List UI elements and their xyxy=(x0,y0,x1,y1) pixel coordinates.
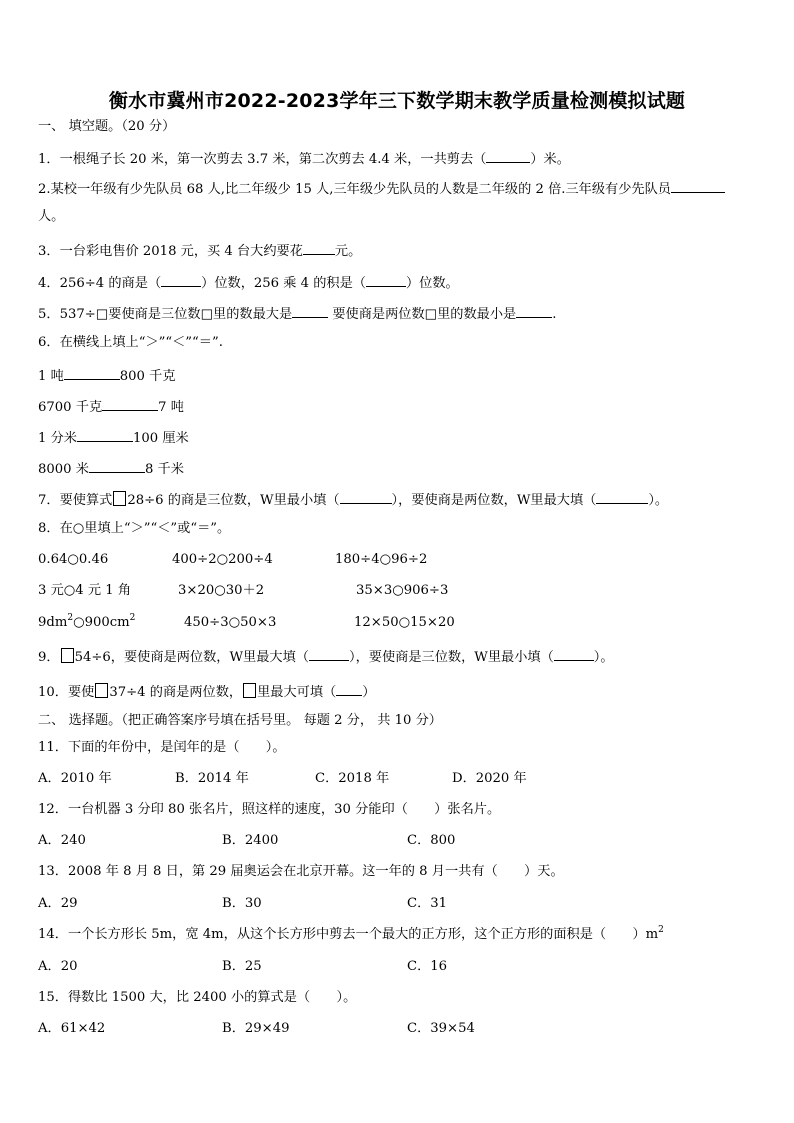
q10-text-b: 37÷4 的商是两位数， xyxy=(109,685,243,700)
question-2-cont xyxy=(38,208,764,226)
question-2 xyxy=(38,178,764,199)
q7-text-b: 28÷6 的商是三位数，W里最小填（ xyxy=(127,493,340,508)
question-14 xyxy=(38,926,764,944)
q3-text-a: 3．一台彩电售价 2018 元，买 4 台大约要花 xyxy=(38,244,303,259)
q4-blank-2[interactable] xyxy=(366,272,406,287)
answer-box[interactable] xyxy=(95,683,108,698)
q5-text-c: . xyxy=(552,307,557,322)
q6-item xyxy=(38,427,764,448)
q9-text-a: 9． xyxy=(38,650,60,665)
q9-blank-1[interactable] xyxy=(309,646,349,661)
q14-text: 14．一个长方形长 5m，宽 4m，从这个长方形中剪去一个最大的正方形，这个正方形的面积是（ ）m xyxy=(38,927,659,942)
q10-text-d: ） xyxy=(362,685,376,700)
superscript: 2 xyxy=(67,613,74,623)
q6-item xyxy=(38,365,764,386)
q6-item-right: 800 千克 xyxy=(119,369,176,384)
option-b[interactable]: B．30 xyxy=(222,896,262,911)
q4-blank-1[interactable] xyxy=(161,272,201,287)
q3-text-b: 元。 xyxy=(334,244,362,259)
q6-item-left: 6700 千克 xyxy=(38,400,103,415)
q5-blank-2[interactable] xyxy=(516,303,552,318)
q7-blank-1[interactable] xyxy=(340,489,392,504)
question-7 xyxy=(38,489,764,510)
option-b[interactable]: B．2014 年 xyxy=(175,771,249,786)
q6-item-left: 1 分米 xyxy=(38,431,77,446)
q8-item: 400÷2○200÷4 xyxy=(172,552,273,567)
q8-item-part: 9dm xyxy=(38,615,68,630)
q8-item xyxy=(38,614,135,632)
q10-blank[interactable] xyxy=(336,681,362,696)
q6-item-right: 7 吨 xyxy=(158,400,184,415)
answer-box[interactable] xyxy=(113,491,126,506)
option-a[interactable]: A．240 xyxy=(38,833,86,848)
option-c[interactable]: C．31 xyxy=(407,896,448,911)
q8-item: 12×50○15×20 xyxy=(354,615,455,630)
q2-text-a: 2.某校一年级有少先队员 68 人,比二年级少 15 人,三年级少先队员的人数是二年级的 2 倍.三年级有少先队员 xyxy=(38,182,671,197)
q5-blank-1[interactable] xyxy=(292,303,328,318)
superscript: 2 xyxy=(129,613,136,623)
q6-item-left: 1 吨 xyxy=(38,369,64,384)
question-10 xyxy=(38,681,764,702)
answer-box[interactable] xyxy=(243,683,256,698)
option-a[interactable]: A．61×42 xyxy=(38,1021,106,1036)
q4-text-b: ）位数，256 乘 4 的积是（ xyxy=(201,276,366,291)
q8-item: 35×3○906÷3 xyxy=(356,583,449,598)
option-c[interactable]: C．16 xyxy=(407,959,448,974)
q2-blank[interactable] xyxy=(671,178,725,193)
option-a[interactable]: A．29 xyxy=(38,896,78,911)
question-9 xyxy=(38,646,764,667)
q5-text-b: 要使商是两位数□里的数最小是 xyxy=(328,307,517,322)
option-c[interactable]: C．800 xyxy=(407,833,456,848)
question-3 xyxy=(38,240,764,261)
q9-blank-2[interactable] xyxy=(554,646,594,661)
question-15: 15．得数比 1500 大，比 2400 小的算式是（ ）。 xyxy=(38,990,357,1005)
option-b[interactable]: B．2400 xyxy=(222,833,279,848)
q8-item: 0.64○0.46 xyxy=(38,552,109,567)
q8-item: 450÷3○50×3 xyxy=(184,615,277,630)
question-12: 12．一台机器 3 分印 80 张名片，照这样的速度，30 分能印（ ）张名片。 xyxy=(38,802,501,817)
option-c[interactable]: C．39×54 xyxy=(407,1021,475,1036)
question-11: 11．下面的年份中，是闰年的是（ ）。 xyxy=(38,740,286,755)
question-5 xyxy=(38,303,764,324)
page-title: 衡水市冀州市2022-2023学年三下数学期末教学质量检测模拟试题 xyxy=(108,90,686,112)
q8-item-part: ○900cm xyxy=(73,615,130,630)
q6-blank[interactable] xyxy=(64,365,120,380)
q10-text-c: 里最大可填（ xyxy=(257,685,337,700)
answer-box[interactable] xyxy=(61,648,74,663)
option-d[interactable]: D．2020 年 xyxy=(452,771,527,786)
option-c[interactable]: C．2018 年 xyxy=(315,771,390,786)
q6-blank[interactable] xyxy=(89,458,145,473)
q1-text-b: ）米。 xyxy=(530,152,570,167)
q9-text-b: 54÷6，要使商是两位数，W里最大填（ xyxy=(74,650,309,665)
q6-item-right: 8 千米 xyxy=(144,462,184,477)
option-b[interactable]: B．29×49 xyxy=(222,1021,290,1036)
q8-item: 180÷4○96÷2 xyxy=(335,552,428,567)
q4-text-c: ）位数。 xyxy=(405,276,459,291)
q1-text-a: 1．一根绳子长 20 米，第一次剪去 3.7 米，第二次剪去 4.4 米，一共剪去（ xyxy=(38,152,487,167)
q6-blank[interactable] xyxy=(77,427,133,442)
q6-blank[interactable] xyxy=(102,396,158,411)
q3-blank[interactable] xyxy=(303,240,335,255)
q9-text-d: ）。 xyxy=(593,650,614,665)
section-1-heading: 一、 填空题。（20 分） xyxy=(38,119,176,134)
q7-text-d: ）。 xyxy=(648,493,669,508)
q4-text-a: 4．256÷4 的商是（ xyxy=(38,276,162,291)
q7-text-c: ），要使商是两位数，W里最大填（ xyxy=(391,493,597,508)
option-a[interactable]: A．2010 年 xyxy=(38,771,112,786)
q9-text-c: ），要使商是三位数，W里最小填（ xyxy=(348,650,554,665)
q6-item xyxy=(38,396,764,417)
question-13: 13．2008 年 8 月 8 日，第 29 届奥运会在北京开幕。这一年的 8 月一共有（ ）天。 xyxy=(38,864,564,879)
q7-blank-2[interactable] xyxy=(596,489,648,504)
q7-text-a: 7．要使算式 xyxy=(38,493,113,508)
q5-text-a: 5．537÷□要使商是三位数□里的数最大是 xyxy=(38,307,293,322)
question-4 xyxy=(38,272,764,293)
option-a[interactable]: A．20 xyxy=(38,959,78,974)
q2-text-b: 人。 xyxy=(38,209,65,224)
option-b[interactable]: B．25 xyxy=(222,959,262,974)
question-1 xyxy=(38,148,764,169)
q6-item xyxy=(38,458,764,479)
q6-item-left: 8000 米 xyxy=(38,462,89,477)
q6-item-right: 100 厘米 xyxy=(132,431,189,446)
q8-item: 3 元○4 元 1 角 xyxy=(38,583,132,598)
q8-item: 3×20○30＋2 xyxy=(178,583,265,598)
section-2-heading: 二、 选择题。（把正确答案序号填在括号里。 每题 2 分， 共 10 分） xyxy=(38,713,442,728)
q10-text-a: 10．要使 xyxy=(38,685,95,700)
question-8-stem: 8．在○里填上“＞”“＜”或“＝”。 xyxy=(38,521,231,536)
question-6-stem: 6．在横线上填上“＞”“＜”“＝”. xyxy=(38,335,223,350)
q1-blank[interactable] xyxy=(486,148,530,163)
superscript: 2 xyxy=(658,925,664,935)
